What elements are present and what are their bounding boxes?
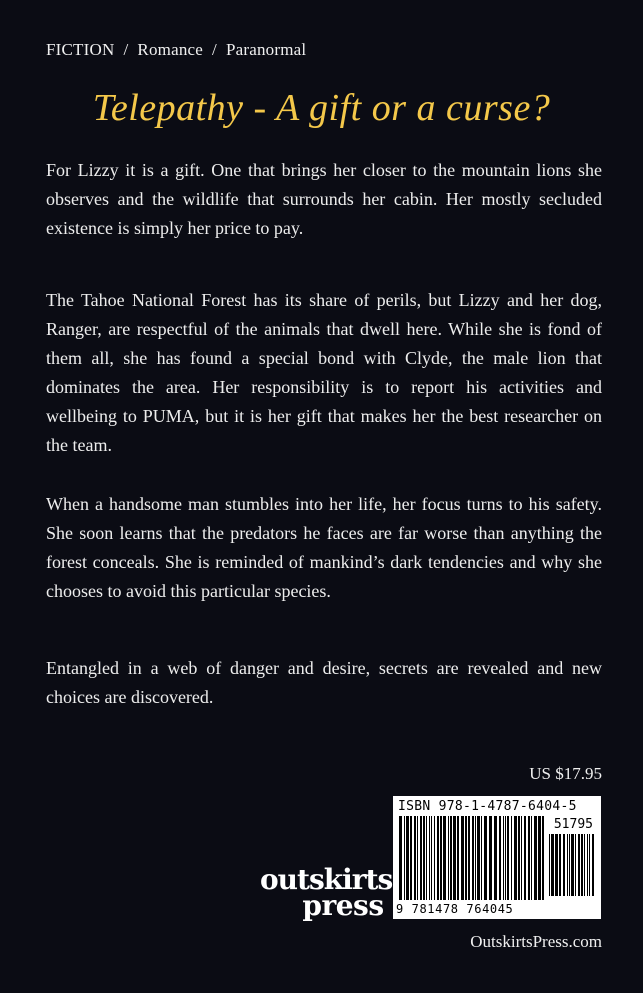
genre-romance: Romance [137, 40, 204, 59]
genre-separator: / [123, 40, 129, 59]
genre-separator: / [212, 40, 217, 59]
publisher-logo-line2: press [302, 889, 384, 922]
price-label: US $17.95 [529, 764, 602, 783]
barcode [393, 796, 601, 919]
blurb-paragraph-2: The Tahoe National Forest has its share of perils, but Lizzy and her dog, Ranger, are respectful of the animals that dwell here. While she is fond of them all, she has found a special bond with Clyde, the male lion that dominates the area. Her responsibility is to report his activities and wellbeing to PUMA, but it is her gift that makes her the best researcher on the team. [46, 290, 602, 455]
ean-digits: 9 781478 764045 [396, 902, 514, 916]
blurb-paragraph-3: When a handsome man stumbles into her life, her focus turns to his safety. She soon learns that the predators he faces are far worse than anything the forest conceals. She is reminded of mankind’s dark tendencies and why she chooses to avoid this particular species. [46, 494, 602, 601]
publisher-website: OutskirtsPress.com [470, 932, 602, 951]
price-barcode-bars [549, 834, 595, 896]
blurb-paragraph-4: Entangled in a web of danger and desire, secrets are revealed and new choices are discovered. [46, 658, 602, 707]
blurb-paragraph-1: For Lizzy it is a gift. One that brings her closer to the mountain lions she observes and the wildlife that surrounds her cabin. Her mostly secluded existence is simply her price to pay. [46, 160, 602, 238]
price-code: 51795 [553, 817, 593, 832]
genre-paranormal: Paranormal [225, 40, 307, 59]
genre-line [46, 40, 306, 60]
ean-barcode-bars [399, 816, 545, 900]
headline: Telepathy - A gift or a curse? [92, 87, 551, 129]
publisher-logo [260, 863, 393, 922]
genre-fiction: FICTION [46, 40, 115, 59]
isbn-number: ISBN 978-1-4787-6404-5 [398, 799, 577, 814]
publisher-logo-line1: outskirts [260, 863, 393, 896]
